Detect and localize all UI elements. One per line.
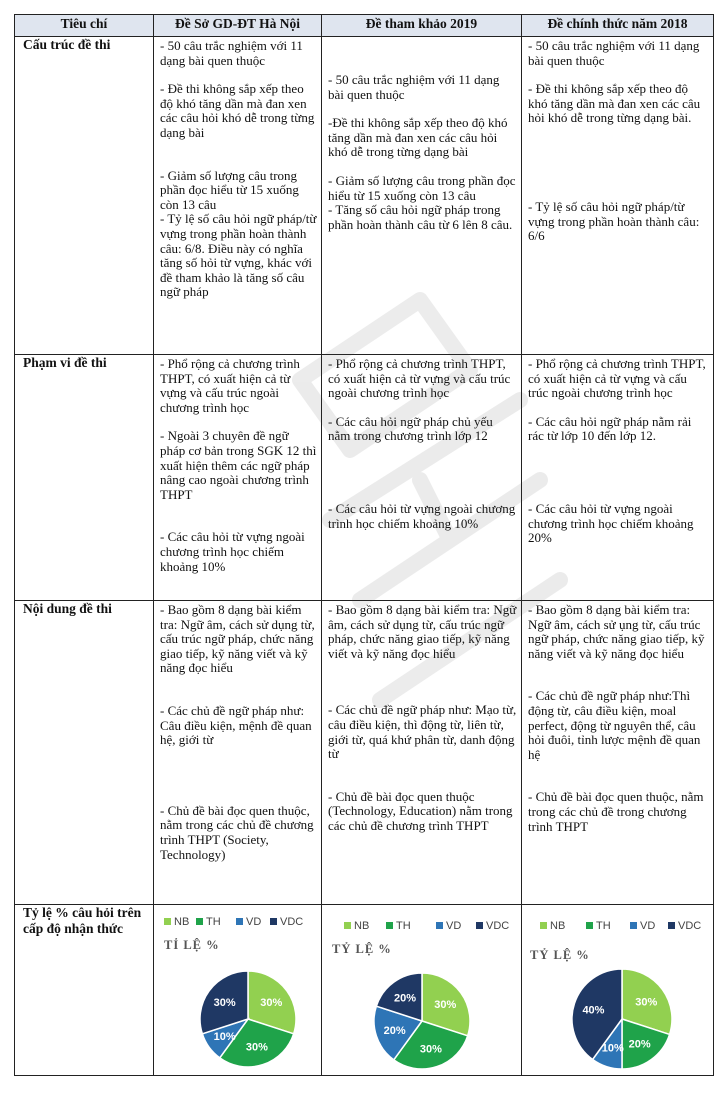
cell-content-hanoi [154, 601, 322, 905]
chart-title: TỈ LỆ % [164, 938, 220, 952]
legend-swatch-th [586, 922, 593, 929]
row-content [15, 601, 714, 905]
row-label-scope: Phạm vi đề thi [15, 355, 154, 601]
text-paragraph: - Bao gồm 8 dạng bài kiểm tra: Ngữ âm, cách sử dụng từ, cấu trúc ngữ pháp, chức năng giao tiếp, kỹ năng viết và kỹ năng đọc hiểu [160, 602, 315, 676]
legend-label-nb: NB [354, 920, 370, 932]
text-paragraph: - Đề thi không sắp xếp theo độ khó tăng dần mà đan xen các câu hỏi khó dễ trong từng dạng bài. [528, 81, 701, 126]
legend-swatch-th [386, 922, 393, 929]
pie-chart-2019 [322, 905, 520, 1075]
legend-label-vdc: VDC [486, 920, 510, 932]
legend-label-th: TH [596, 920, 611, 932]
legend-swatch-nb [540, 922, 547, 929]
cell-scope-hanoi [154, 355, 322, 601]
text-paragraph: - Bao gồm 8 dạng bài kiểm tra: Ngữ âm, cách sử ụng từ, cấu trúc ngữ pháp, chức năng giao tiếp, kỹ năng viết và kỹ năng đọc hiểu [528, 602, 705, 661]
text-paragraph: - Các câu hỏi ngữ pháp nằm rải rác từ lớp 10 đến lớp 12. [528, 413, 692, 444]
header-criterion: Tiêu chí [15, 15, 154, 37]
cell-scope-2019 [322, 355, 522, 601]
cell-structure-2018 [522, 37, 714, 355]
text-paragraph: - 50 câu trắc nghiệm với 11 dạng bài quen thuộc [160, 38, 303, 68]
comparison-table [14, 14, 714, 1076]
slice-label-nb: 30% [260, 997, 283, 1010]
legend-swatch-vd [236, 918, 243, 925]
legend-label-vdc: VDC [280, 916, 304, 928]
header-official-2018: Đề chính thức năm 2018 [522, 15, 714, 37]
legend-label-vd: VD [246, 916, 262, 928]
legend-label-vd: VD [446, 920, 462, 932]
text-paragraph: - Chủ đề bài đọc quen thuộc, nằm trong các chủ đề trong chương trình THPT [528, 789, 704, 834]
slice-label-vdc: 20% [394, 992, 417, 1005]
text-paragraph: - Phổ rộng cả chương trình THPT, có xuất hiện cả từ vựng và cấu trúc ngoài chương trình học [328, 356, 511, 401]
row-label-structure: Cấu trúc đề thi [15, 37, 154, 355]
pie-chart-2018 [522, 905, 712, 1075]
legend-label-nb: NB [550, 920, 566, 932]
cell-chart-2019 [322, 905, 522, 1076]
cell-chart-hanoi [154, 905, 322, 1076]
slice-label-th: 30% [419, 1043, 442, 1056]
text-paragraph: - Các câu hỏi từ vựng ngoài chương trình học chiếm khoảng 10% [160, 529, 305, 574]
slice-label-vd: 10% [213, 1030, 236, 1043]
text-paragraph: - Đề thi không sắp xếp theo độ khó tăng dần mà đan xen các câu hỏi khó dễ trong từng dạng bài [160, 81, 315, 140]
legend-label-th: TH [206, 916, 221, 928]
slice-label-vdc: 30% [213, 997, 236, 1010]
cell-structure-2019 [322, 37, 522, 355]
text-paragraph: - Các chủ đề ngữ pháp như:Thì động từ, câu điều kiện, moal perfect, động từ nguyên thể, câu hỏi đuôi, tỉnh lược mệnh đề quan hệ [528, 688, 701, 762]
legend-label-nb: NB [174, 916, 190, 928]
text-paragraph: - Các chủ đề ngữ pháp như: Mạo từ, câu điều kiện, thì động từ, liên từ, giới từ, quá khứ phân từ, danh động từ [328, 702, 517, 762]
text-paragraph: - Chủ đề bài đọc quen thuộc, nằm trong các chủ đề chương trình THPT (Society, Technology) [160, 802, 314, 862]
slice-label-vd: 20% [383, 1024, 406, 1037]
header-reference-2019: Đề tham khảo 2019 [322, 15, 522, 37]
text-paragraph: - Giảm số lượng câu trong phần đọc hiểu từ 15 xuống còn 13 câu - Tăng số câu hỏi ngữ pháp trong phần hoàn thành câu từ 6 lên 8 câu. [328, 172, 516, 232]
slice-label-nb: 30% [434, 999, 457, 1012]
chart-title: TỶ LỆ % [530, 948, 590, 962]
cell-structure-hanoi [154, 37, 322, 355]
slice-label-vdc: 40% [582, 1004, 605, 1017]
text-paragraph: - Các chủ đề ngữ pháp như: Câu điều kiện, mệnh đề quan hệ, giới từ [160, 702, 312, 748]
text-paragraph: - Giảm số lượng câu trong phần đọc hiểu từ 15 xuống còn 13 câu - Tỷ lệ số câu hỏi ngữ pháp/từ vựng trong phần hoàn thành câu: 6/8. Điều này có nghĩa tăng số hỏi từ vựng, khác với đề tham khảo là tăng số câu ngữ pháp [160, 167, 317, 300]
legend-swatch-vdc [476, 922, 483, 929]
legend-label-th: TH [396, 920, 411, 932]
text-paragraph: - Ngoài 3 chuyên đề ngữ pháp cơ bản trong SGK 12 thì xuất hiện thêm các ngữ pháp nâng cao ngoài chương trình THPT [160, 428, 317, 502]
slice-label-nb: 30% [635, 996, 658, 1009]
text-paragraph: - Các câu hỏi từ vựng ngoài chương trình học chiếm khoảng 10% [328, 500, 516, 531]
text-paragraph: - Tỷ lệ số câu hỏi ngữ pháp/từ vựng trong phần hoàn thành câu: 6/6 [528, 198, 700, 244]
row-ratio [15, 905, 714, 1076]
row-label-ratio: Tỷ lệ % câu hỏi trên cấp độ nhận thức [15, 905, 154, 1076]
slice-label-th: 30% [245, 1041, 268, 1054]
legend-swatch-nb [344, 922, 351, 929]
row-scope [15, 355, 714, 601]
slice-label-th: 20% [628, 1038, 651, 1051]
legend-swatch-vdc [270, 918, 277, 925]
chart-title: TỶ LỆ % [332, 942, 392, 956]
cell-scope-2018 [522, 355, 714, 601]
legend-label-vd: VD [640, 920, 656, 932]
legend-label-vdc: VDC [678, 920, 702, 932]
row-structure [15, 37, 714, 355]
legend-swatch-th [196, 918, 203, 925]
row-label-content: Nội dung đề thi [15, 601, 154, 905]
header-row [15, 15, 714, 37]
text-paragraph: - 50 câu trắc nghiệm với 11 dạng bài quen thuộc [528, 38, 700, 68]
cell-chart-2018 [522, 905, 714, 1076]
text-paragraph: - Các câu hỏi từ vựng ngoài chương trình học chiếm khoảng 20% [528, 500, 694, 546]
text-paragraph: - Phổ rộng cả chương trình THPT, có xuất hiện cả từ vựng và cấu trúc ngoài chương trình học [160, 356, 300, 415]
legend-swatch-nb [164, 918, 171, 925]
slice-label-vd: 10% [601, 1042, 624, 1055]
text-paragraph: -Đề thi không sắp xếp theo độ khó tăng dần mà đan xen các câu hỏi khó dễ trong từng dạng bài [328, 115, 508, 160]
legend-swatch-vd [436, 922, 443, 929]
pie-chart-hanoi [154, 905, 320, 1075]
header-hanoi: Đề Sở GD-ĐT Hà Nội [154, 15, 322, 37]
legend-swatch-vdc [668, 922, 675, 929]
text-paragraph: - Bao gồm 8 dạng bài kiểm tra: Ngữ âm, cách sử dụng từ, cấu trúc ngữ pháp, chức năng giao tiếp, kỹ năng viết và kỹ năng đọc hiểu [328, 602, 517, 661]
text-paragraph: - Chủ đề bài đọc quen thuộc (Technology, Education) nằm trong các chủ đề chương trình THPT [328, 788, 513, 833]
cell-content-2018 [522, 601, 714, 905]
legend-swatch-vd [630, 922, 637, 929]
text-paragraph: - Các câu hỏi ngữ pháp chủ yếu nằm trong chương trình lớp 12 [328, 413, 493, 444]
cell-content-2019 [322, 601, 522, 905]
text-paragraph: - Phổ rộng cả chương trình THPT, có xuất hiện cả từ vựng và cấu trúc ngoài chương trình học [528, 356, 706, 401]
text-paragraph: - 50 câu trắc nghiệm với 11 dạng bài quen thuộc [328, 72, 500, 102]
